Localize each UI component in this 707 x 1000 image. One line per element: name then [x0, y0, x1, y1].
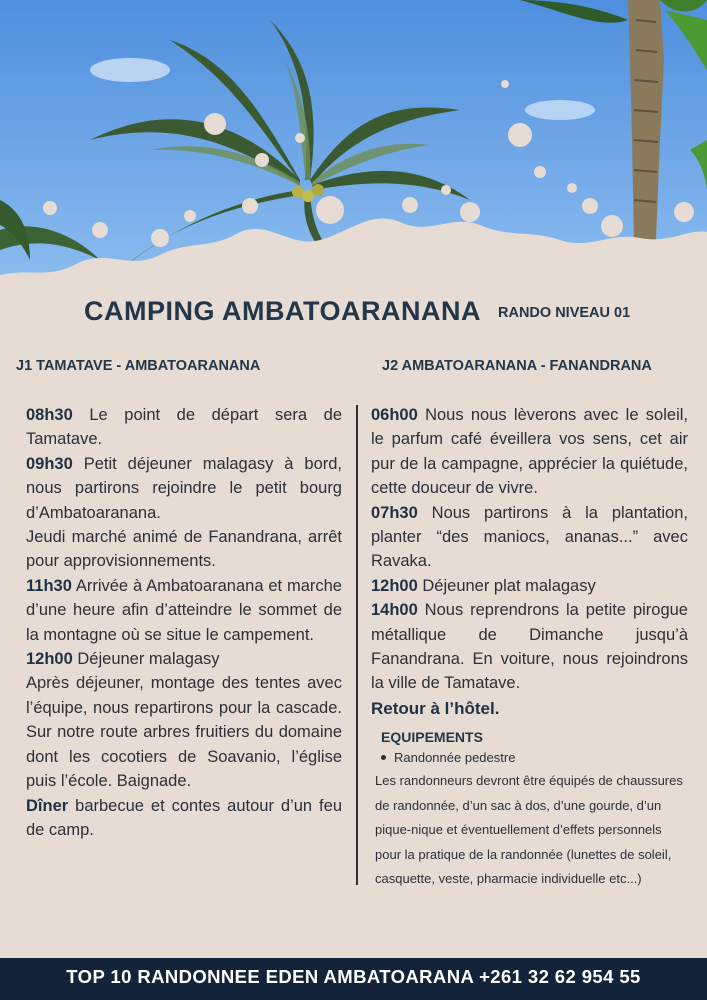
bullet-icon: [381, 755, 386, 760]
entry-time: 12h00: [371, 576, 418, 595]
itinerary-entry: [371, 403, 688, 501]
entry-time: 11h30: [26, 576, 72, 595]
hero-photo: [0, 0, 707, 300]
equipment-bullet-text: Randonnée pedestre: [394, 750, 516, 766]
itinerary-entry: [26, 574, 342, 647]
entry-time: 09h30: [26, 454, 73, 473]
entry-text: Nous nous lèverons avec le soleil, le parfum café éveillera vos sens, cet air pur de la campagne, apprécier la quiétude, cette douceur de vivre.: [371, 406, 688, 498]
entry-text: Nous partirons à la plantation, planter “des maniocs, ananas...” avec Ravaka.: [371, 503, 688, 571]
entry-time: 14h00: [371, 601, 418, 620]
entry-text: Arrivée à Ambatoaranana et marche d’une heure afin d’atteindre le sommet de la montagne où se situe le campement.: [26, 576, 342, 644]
itinerary-entry: [26, 403, 342, 452]
itinerary-entry: [371, 501, 688, 574]
itinerary-entry: [26, 525, 342, 574]
palm-sky-illustration: [0, 0, 707, 300]
equipment-bullet: [381, 747, 688, 769]
entry-text: Jeudi marché animé de Fanandrana, arrêt pour approvisionnements.: [26, 528, 342, 571]
level-badge: RANDO NIVEAU 01: [498, 305, 631, 321]
day1-heading: J1 TAMATAVE - AMBATOARANANA: [16, 358, 261, 374]
entry-text: Déjeuner plat malagasy: [417, 576, 596, 595]
entry-time: 08h30: [26, 406, 73, 424]
entry-time: 12h00: [26, 650, 73, 669]
day2-heading: J2 AMBATOARANANA - FANANDRANA: [382, 358, 652, 374]
entry-time: 07h30: [371, 503, 418, 522]
itinerary-entry: [371, 598, 688, 696]
day2-itinerary: [371, 403, 688, 891]
entry-text: Nous reprendrons la petite pirogue métallique de Dimanche jusqu’à Fanandrana. En voiture, nous rejoindrons la ville de Tamatave.: [371, 601, 688, 693]
itinerary-entry: [371, 574, 688, 598]
entry-text: Déjeuner malagasy: [72, 650, 220, 669]
day1-itinerary: [26, 403, 342, 842]
footer-banner: TOP 10 RANDONNEE EDEN AMBATOARANA +261 32 62 954 55: [0, 958, 707, 1000]
entry-text: Après déjeuner, montage des tentes avec l’équipe, nous repartirons pour la cascade. Sur notre route arbres fruitiers du domaine dont les cocotiers de Soavanio, l’église puis l’école. Baignade.: [26, 674, 342, 791]
entry-time: 06h00: [371, 406, 418, 424]
entry-time: Dîner: [26, 796, 69, 815]
itinerary-entry: [26, 794, 342, 843]
itinerary-entry: [26, 671, 342, 793]
entry-text: Le point de départ sera de Tamatave.: [26, 406, 342, 449]
column-divider: [356, 405, 358, 885]
page-title: CAMPING AMBATOARANANA: [84, 296, 481, 326]
equipment-description: Les randonneurs devront être équipés de chaussures de randonnée, d’un sac à dos, d’une gourde, d’un pique-nique et éventuellement d’effets personnels pour la pratique de la randonnée (lunettes de soleil, casquette, veste, pharmacie individuelle etc...): [375, 773, 683, 886]
itinerary-entry: [26, 452, 342, 525]
return-note: Retour à l’hôtel.: [371, 698, 500, 718]
itinerary-entry: [26, 647, 342, 671]
entry-text: Petit déjeuner malagasy à bord, nous partirons rejoindre le petit bourg d’Ambatoaranana.: [26, 454, 342, 522]
entry-text: barbecue et contes autour d’un feu de camp.: [26, 796, 342, 839]
equipment-heading: EQUIPEMENTS: [381, 729, 483, 746]
